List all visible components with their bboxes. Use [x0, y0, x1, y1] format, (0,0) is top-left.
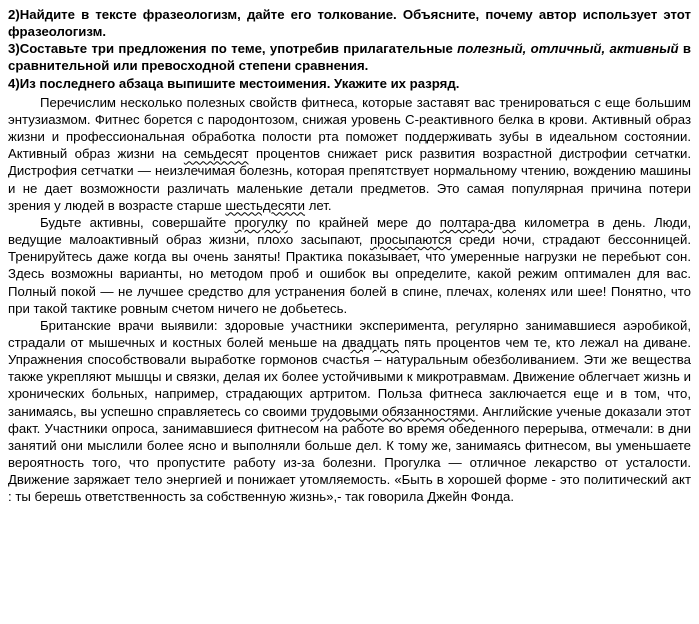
body-paragraph: [8, 214, 691, 317]
text-run: пять процентов чем те, кто лежал на диване. Упражнения способствовали выработке гормонов счастья – натуральным обезболиванием. Эти же вещества также укрепляют мышцы и связки, делая их более устойчивыми к микротравмам. Движение облегчает жизнь и хронических больных, например, страдающих артритом. Польза фитнеса заключается еще и в том, что, занимаясь, вы успешно справляетесь со своими: [8, 334, 691, 419]
task-3-adjectives: полезный, отличный, активный: [457, 41, 679, 57]
text-run: среди ночи, страдают бессонницей. Тренируйтесь даже когда вы очень заняты! Практика показывает, что умеренные нагрузки не перебьют сон. Здесь возможны варианты, но методом проб и ошибок вы определите, какой режим оптимален для вас. Полный покой — не лучшее средство для устранения болей в спине, плечах, коленях или шее! Понятно, что при такой тактике ровным счетом ничего не добьетесь.: [8, 232, 691, 316]
text-run: Будьте активны, совершайте: [40, 214, 235, 230]
text-run: километра в день. Люди, ведущие малоактивный образ жизни, плохо засыпают,: [8, 214, 691, 248]
spellcheck-marked-word: семьдесят: [183, 146, 249, 162]
task-4-number: 4): [8, 75, 20, 91]
spellcheck-marked-word: полтара-два: [439, 214, 516, 230]
text-run: . Английские ученые доказали этот факт. Участники опроса, занимавшиеся фитнесом на работе во время обеденного перерыва, отмечали: в дни занятий они мыслили более ясно и выполняли больше дел. К тому же, занимаясь фитнесом, вы уменьшаете вероятность того, что пропустите работу из-за болезни. Прогулка — отличное лекарство от усталости. Движение заряжает тело энергией и понижает утомляемость. «Быть в хорошей форме - это политический акт : ты берешь ответственность за собственную жизнь»,- так говорила Джейн Фонда.: [8, 403, 692, 505]
task-2-number: 2): [8, 7, 20, 22]
spellcheck-marked-word: просыпаются: [369, 232, 452, 248]
text-run: Британские врачи выявили: здоровые участники эксперимента, регулярно занимавшиеся аэробикой, страдали от мышечных и костных болей меньше на: [8, 317, 691, 350]
task-3-text-after: в сравнительной или превосходной степени сравнения.: [8, 41, 691, 74]
task-4-text: Из последнего абзаца выпишите местоимения. Укажите их разряд.: [19, 75, 460, 91]
task-4: [8, 75, 691, 92]
task-3-text-before: Составьте три предложения по теме, употребив прилагательные: [19, 41, 458, 57]
spellcheck-marked-word: двадцать: [341, 334, 400, 350]
body-paragraph: [8, 94, 691, 214]
text-run: по крайней мере до: [287, 214, 440, 230]
task-2-text: Найдите в тексте фразеологизм, дайте его толкование. Объясните, почему автор использует этот фразеологизм.: [8, 7, 691, 40]
task-3-number: 3): [8, 41, 20, 57]
spellcheck-marked-word: трудовыми обязанностями: [310, 403, 476, 419]
body-paragraph: [8, 317, 691, 506]
task-3: [8, 40, 691, 74]
text-run: процентов снижает риск развития возрастной дистрофии сетчатки. Дистрофия сетчатки — неизлечимая болезнь, которая препятствует нормальному чтению, вождению машины и не дает возможности различать маленькие детали предметов. Это самая популярная причина потери зрения у людей в возрасте старше: [8, 146, 691, 213]
text-run: лет.: [305, 197, 332, 213]
task-2: [8, 6, 691, 40]
spellcheck-marked-word: прогулку: [234, 214, 288, 230]
spellcheck-marked-word: шестьдесяти: [225, 197, 306, 213]
text-run: Перечислим несколько полезных свойств фитнеса, которые заставят вас тренироваться с еще большим энтузиазмом. Фитнес борется с пародонтозом, снижая уровень С-реактивного белка в крови. Активный образ жизни и профессиональная обработка полости рта поможет поддерживать зубы в идеальном состоянии. Активный образ жизни на: [8, 94, 691, 162]
